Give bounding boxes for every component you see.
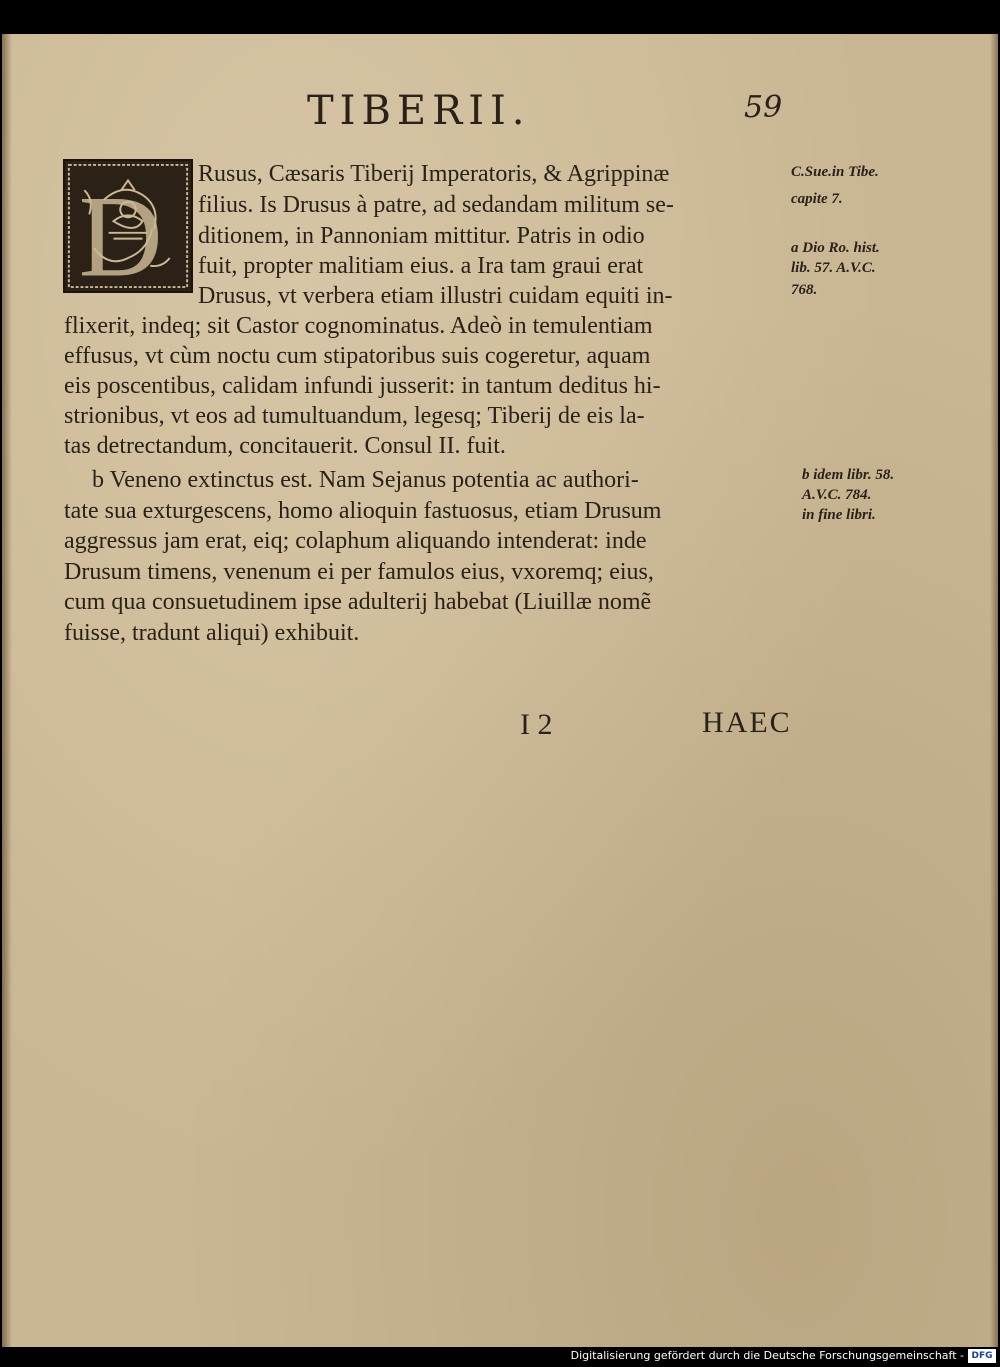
body-line: filius. Is Drusus à patre, ad sedandam militum se- — [198, 192, 674, 218]
funding-credit: Digitalisierung gefördert durch die Deutsche Forschungsgemeinschaft - — [570, 1349, 964, 1362]
body-line: Rusus, Cæsaris Tiberij Imperatoris, & Agrippinæ — [198, 161, 670, 187]
dfg-logo-icon: DFG — [968, 1349, 996, 1363]
running-head: TIBERII. — [307, 88, 531, 134]
signature-mark: I 2 — [520, 708, 553, 741]
body-line: tas detrectandum, concitauerit. Consul II. fuit. — [64, 433, 506, 459]
margin-note: b idem libr. 58. — [802, 467, 895, 483]
body-line: aggressus jam erat, eiq; colaphum aliquando intenderat: inde — [64, 528, 647, 554]
body-line: Drusum timens, venenum ei per famulos eius, vxoremq; eius, — [64, 559, 654, 585]
margin-note: capite 7. — [791, 191, 843, 207]
body-line: Drusus, vt verbera etiam illustri cuidam equiti in- — [198, 283, 673, 309]
margin-note: A.V.C. 784. — [802, 487, 872, 503]
margin-note: 768. — [791, 282, 818, 298]
margin-note: lib. 57. A.V.C. — [791, 260, 876, 276]
body-line: cum qua consuetudinem ipse adulterij habebat (Liuillæ nomẽ — [64, 589, 652, 615]
decorated-initial-d — [63, 159, 193, 293]
margin-note: in fine libri. — [802, 507, 876, 523]
body-line: ditionem, in Pannoniam mittitur. Patris in odio — [198, 223, 645, 249]
decorated-initial-icon — [65, 161, 191, 291]
body-line: eis poscentibus, calidam infundi jusserit: in tantum deditus hi- — [64, 373, 661, 399]
page-number: 59 — [744, 90, 783, 125]
drop-cap-letter: D — [78, 172, 163, 291]
digitization-footer — [0, 1347, 1000, 1367]
margin-note: a Dio Ro. hist. — [791, 240, 880, 256]
body-line: fuisse, tradunt aliqui) exhibuit. — [64, 620, 360, 646]
body-line: flixerit, indeq; sit Castor cognominatus. Adeò in temulentiam — [64, 313, 653, 339]
body-line: b Veneno extinctus est. Nam Sejanus potentia ac authori- — [92, 467, 639, 493]
margin-note: C.Sue.in Tibe. — [791, 164, 879, 180]
body-line: effusus, vt cùm noctu cum stipatoribus suis cogeretur, aquam — [64, 343, 651, 369]
body-line: strionibus, vt eos ad tumultuandum, legesq; Tiberij de eis la- — [64, 403, 645, 429]
body-line: fuit, propter malitiam eius. a Ira tam graui erat — [198, 253, 644, 279]
page-edge — [990, 34, 998, 1347]
catchword: HAEC — [702, 706, 792, 739]
body-line: tate sua exturgescens, homo alioquin fastuosus, etiam Drusum — [64, 498, 662, 524]
book-page — [2, 34, 998, 1347]
gutter-shadow — [2, 34, 12, 1347]
